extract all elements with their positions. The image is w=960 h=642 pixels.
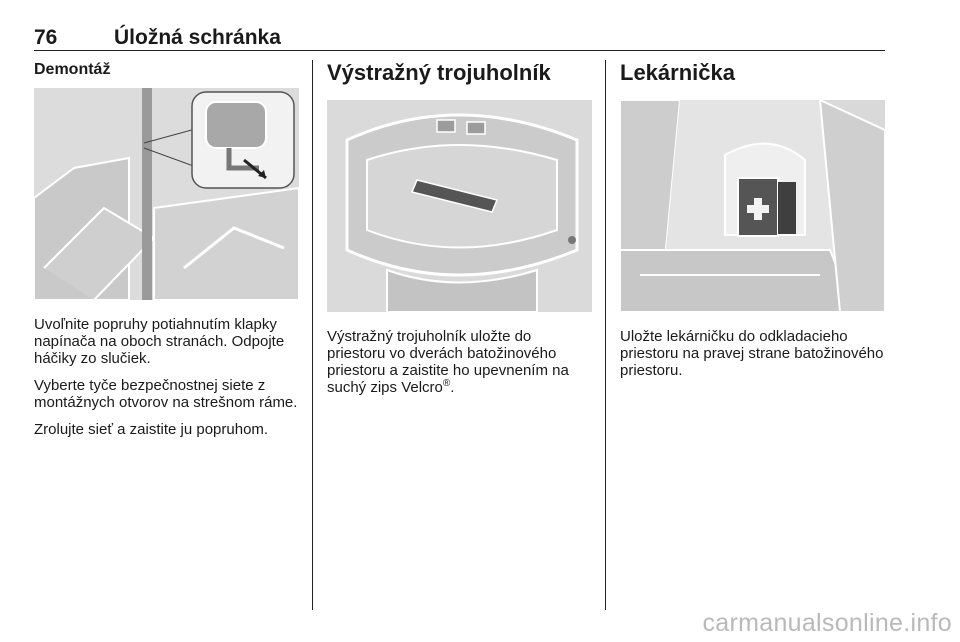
column-divider [312, 60, 313, 610]
paragraph: Uložte lekárničku do odkladacieho priestoru na pravej strane batožinového priestoru. [620, 328, 884, 379]
illustration-tailgate [327, 100, 592, 312]
paragraph: Zrolujte sieť a zaistite ju popruhom. [34, 421, 269, 438]
paragraph: Uvoľnite popruhy potiahnutím klapky napínača na oboch stranách. Odpojte háčiky zo slučiek. [34, 316, 285, 367]
column-removal [34, 60, 299, 448]
section-heading-warning-triangle: Výstražný trojuholník [327, 60, 551, 85]
section-heading-first-aid: Lekárnička [620, 60, 735, 85]
column-divider [605, 60, 606, 610]
paragraph: Vyberte tyče bezpečnostnej siete z montážnych otvorov na strešnom ráme. [34, 377, 298, 411]
illustration-safety-net [34, 88, 299, 300]
page-number: 76 [34, 26, 58, 49]
page-header [34, 26, 885, 51]
column-warning-triangle [327, 60, 592, 406]
column-first-aid [620, 60, 885, 389]
page-title: Úložná schránka [114, 26, 281, 49]
illustration-first-aid-kit [620, 100, 885, 312]
section-heading-removal: Demontáž [34, 61, 111, 78]
paragraph: Výstražný trojuholník uložte do priestoru vo dverách batožinového priestoru a zaistite ho upevnením na suchý zips Velcro®. [327, 328, 569, 396]
watermark-text: carmanualsonline.info [702, 609, 952, 637]
